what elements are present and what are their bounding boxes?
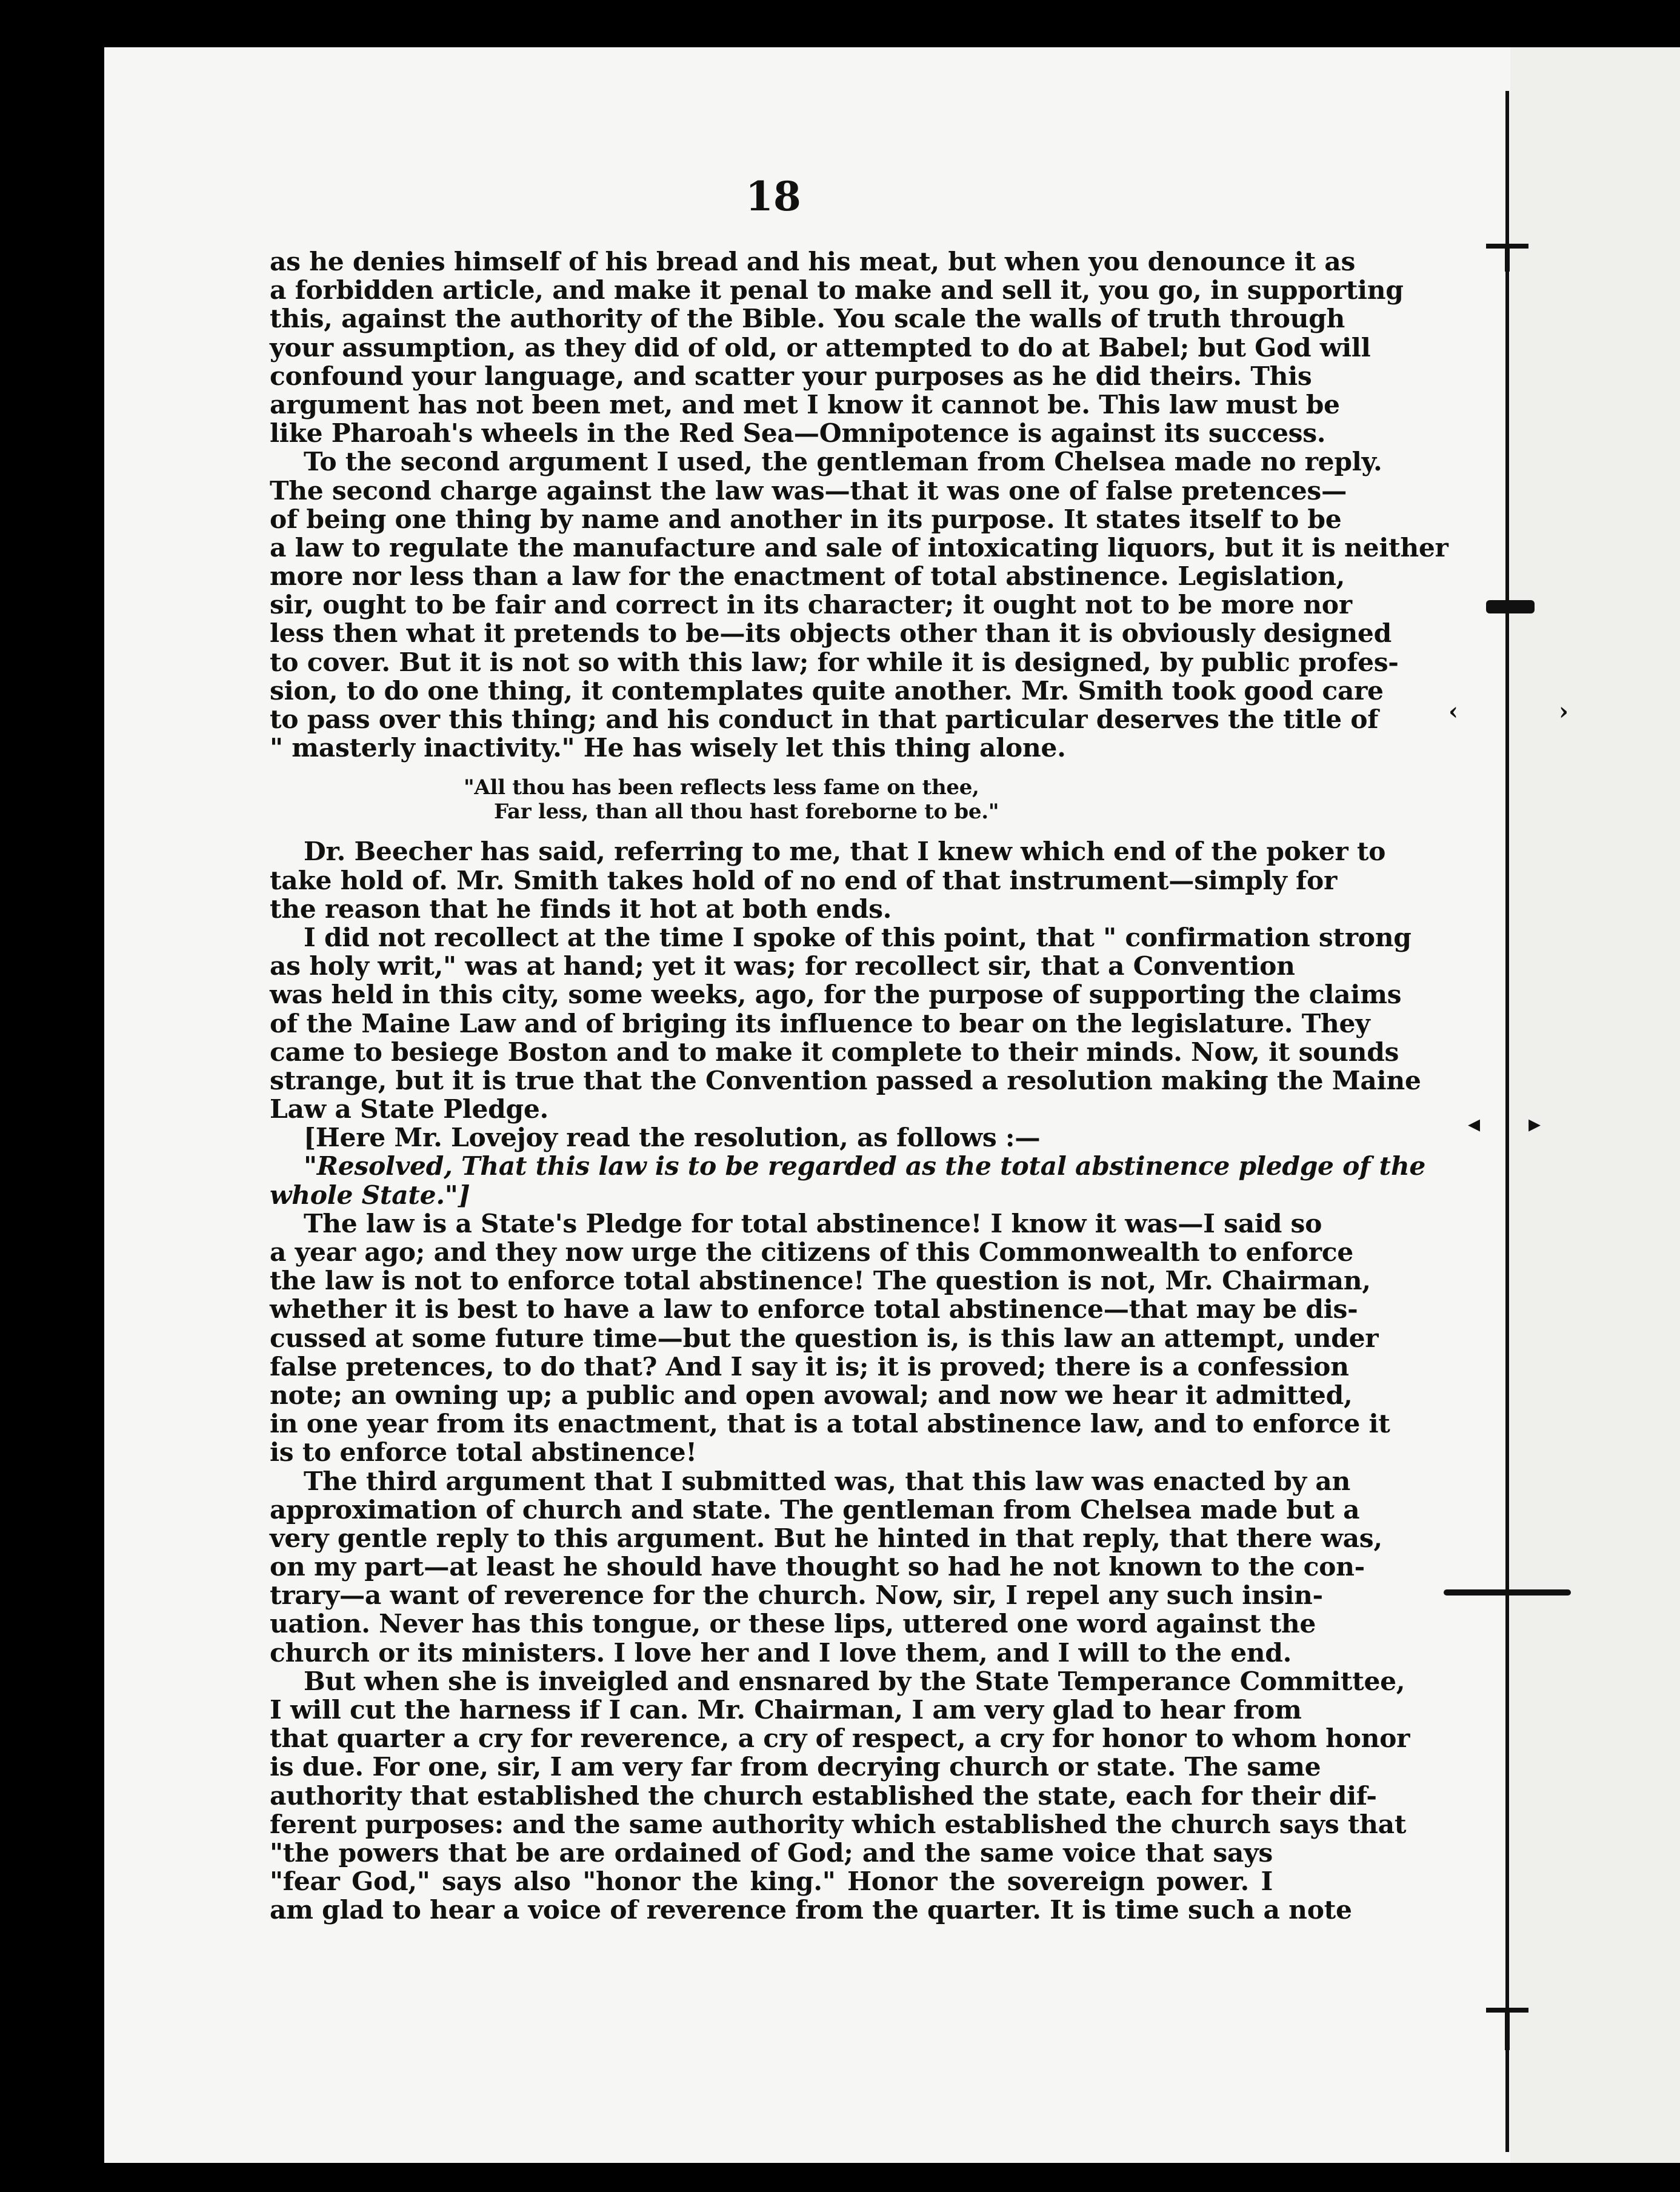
- text-line: Law a State Pledge.: [270, 1094, 548, 1124]
- spacer: [270, 824, 1273, 837]
- binding-clip: [1486, 600, 1535, 613]
- text-line: note; an owning up; a public and open avowal; and now we hear it admitted,: [270, 1379, 1353, 1410]
- text-line: like Pharoah's wheels in the Red Sea—Omnipotence is against its success.: [270, 418, 1326, 449]
- text-line: "fear God," says also "honor the king." Honor the sovereign power. I: [270, 1866, 1273, 1897]
- quote-line: "All thou has been reflects less fame on thee,: [464, 775, 979, 800]
- arrow-mark: ▸: [1528, 1109, 1541, 1138]
- text-line: The third argument that I submitted was, that this law was enacted by an: [304, 1465, 1350, 1496]
- text-line: To the second argument I used, the gentleman from Chelsea made no reply.: [304, 446, 1382, 477]
- text-line: is to enforce total abstinence!: [270, 1437, 697, 1468]
- binding-clip: [1505, 2008, 1510, 2050]
- text-line: to pass over this thing; and his conduct in that particular deserves the title of: [270, 704, 1379, 734]
- text-line: ferent purposes: and the same authority which established the church says that: [270, 1808, 1407, 1839]
- text-line: argument has not been met, and met I know it cannot be. This law must be: [270, 389, 1340, 419]
- text-line: I will cut the harness if I can. Mr. Chairman, I am very glad to hear from: [270, 1694, 1302, 1725]
- text-line: of the Maine Law and of briging its influence to bear on the legislature. They: [270, 1007, 1370, 1038]
- text-line: church or its ministers. I love her and I love them, and I will to the end.: [270, 1637, 1292, 1668]
- text-line: as he denies himself of his bread and his meat, but when you denounce it as: [270, 246, 1356, 276]
- page-fold-line: [1505, 91, 1509, 2152]
- text-line: " masterly inactivity." He has wisely let this thing alone.: [270, 732, 1066, 763]
- text-line: uation. Never has this tongue, or these lips, uttered one word against the: [270, 1608, 1316, 1639]
- page-number: 18: [745, 173, 801, 220]
- text-line: very gentle reply to this argument. But he hinted in that reply, that there was,: [270, 1522, 1382, 1553]
- text-line: more nor less than a law for the enactment of total abstinence. Legislation,: [270, 561, 1345, 592]
- text-line: sir, ought to be fair and correct in its character; it ought not to be more nor: [270, 589, 1352, 620]
- text-line: am glad to hear a voice of reverence from the quarter. It is time such a note: [270, 1894, 1352, 1925]
- text-line: the law is not to enforce total abstinence! The question is not, Mr. Chairman,: [270, 1265, 1371, 1296]
- text-line: a law to regulate the manufacture and sale of intoxicating liquors, but it is neither: [270, 532, 1448, 563]
- text-line: on my part—at least he should have thought so had he not known to the con-: [270, 1551, 1365, 1582]
- spacer: [270, 762, 1273, 775]
- text-line: The second charge against the law was—that it was one of false pretences—: [270, 475, 1347, 506]
- binding-clip: [1505, 244, 1510, 272]
- text-line: of being one thing by name and another in its purpose. It states itself to be: [270, 503, 1342, 534]
- bracket-mark: ›: [1559, 697, 1568, 726]
- text-line: authority that established the church established the state, each for their dif-: [270, 1780, 1377, 1811]
- text-line: But when she is inveigled and ensnared by the State Temperance Committee,: [304, 1665, 1405, 1696]
- text-line: in one year from its enactment, that is a total abstinence law, and to enforce it: [270, 1408, 1390, 1439]
- text-line: trary—a want of reverence for the church. Now, sir, I repel any such insin-: [270, 1580, 1323, 1611]
- body-text: [270, 246, 1448, 1925]
- text-line: less then what it pretends to be—its objects other than it is obviously designed: [270, 618, 1392, 649]
- text-line: your assumption, as they did of old, or attempted to do at Babel; but God will: [270, 332, 1371, 363]
- text-line: sion, to do one thing, it contemplates quite another. Mr. Smith took good care: [270, 675, 1384, 706]
- text-line: that quarter a cry for reverence, a cry of respect, a cry for honor to whom honor: [270, 1723, 1410, 1754]
- text-line: this, against the authority of the Bible. You scale the walls of truth through: [270, 303, 1345, 334]
- text-line: approximation of church and state. The gentleman from Chelsea made but a: [270, 1494, 1360, 1525]
- bracket-mark: ‹: [1448, 697, 1458, 726]
- resolution-line: whole State."]: [270, 1179, 470, 1210]
- text-line: a year ago; and they now urge the citizens of this Commonwealth to enforce: [270, 1237, 1353, 1267]
- text-line: came to besiege Boston and to make it complete to their minds. Now, it sounds: [270, 1036, 1399, 1067]
- binding-clip: [1444, 1589, 1571, 1596]
- text-line: to cover. But it is not so with this law; for while it is designed, by public profes-: [270, 646, 1399, 677]
- text-line: The law is a State's Pledge for total abstinence! I know it was—I said so: [304, 1208, 1322, 1238]
- text-line: confound your language, and scatter your purposes as he did theirs. This: [270, 360, 1312, 391]
- text-line: I did not recollect at the time I spoke of this point, that " confirmation strong: [304, 921, 1412, 952]
- text-line: [Here Mr. Lovejoy read the resolution, as follows :—: [304, 1122, 1041, 1153]
- text-line: a forbidden article, and make it penal to make and sell it, you go, in supporting: [270, 275, 1404, 306]
- text-line: Dr. Beecher has said, referring to me, that I knew which end of the poker to: [304, 836, 1386, 867]
- resolution-line: "Resolved, That this law is to be regarded as the total abstinence pledge of the: [304, 1151, 1426, 1181]
- text-line: the reason that he finds it hot at both ends.: [270, 893, 892, 924]
- text-line: take hold of. Mr. Smith takes hold of no end of that instrument—simply for: [270, 864, 1338, 895]
- text-line: cussed at some future time—but the question is, is this law an attempt, under: [270, 1322, 1379, 1353]
- text-line: whether it is best to have a law to enforce total abstinence—that may be dis-: [270, 1294, 1358, 1325]
- text-line: "the powers that be are ordained of God; and the same voice that says: [270, 1837, 1273, 1868]
- quote-line: Far less, than all thou hast foreborne to be.": [494, 800, 999, 824]
- text-line: false pretences, to do that? And I say it is; it is proved; there is a confession: [270, 1351, 1349, 1382]
- scan-border: [0, 2163, 1680, 2192]
- arrow-mark: ◂: [1468, 1109, 1481, 1138]
- text-line: as holy writ," was at hand; yet it was; for recollect sir, that a Convention: [270, 951, 1295, 981]
- text-line: is due. For one, sir, I am very far from decrying church or state. The same: [270, 1751, 1321, 1782]
- text-line: was held in this city, some weeks, ago, for the purpose of supporting the claims: [270, 979, 1402, 1010]
- text-line: strange, but it is true that the Convention passed a resolution making the Maine: [270, 1064, 1421, 1095]
- adjacent-page-edge: [1510, 47, 1680, 2163]
